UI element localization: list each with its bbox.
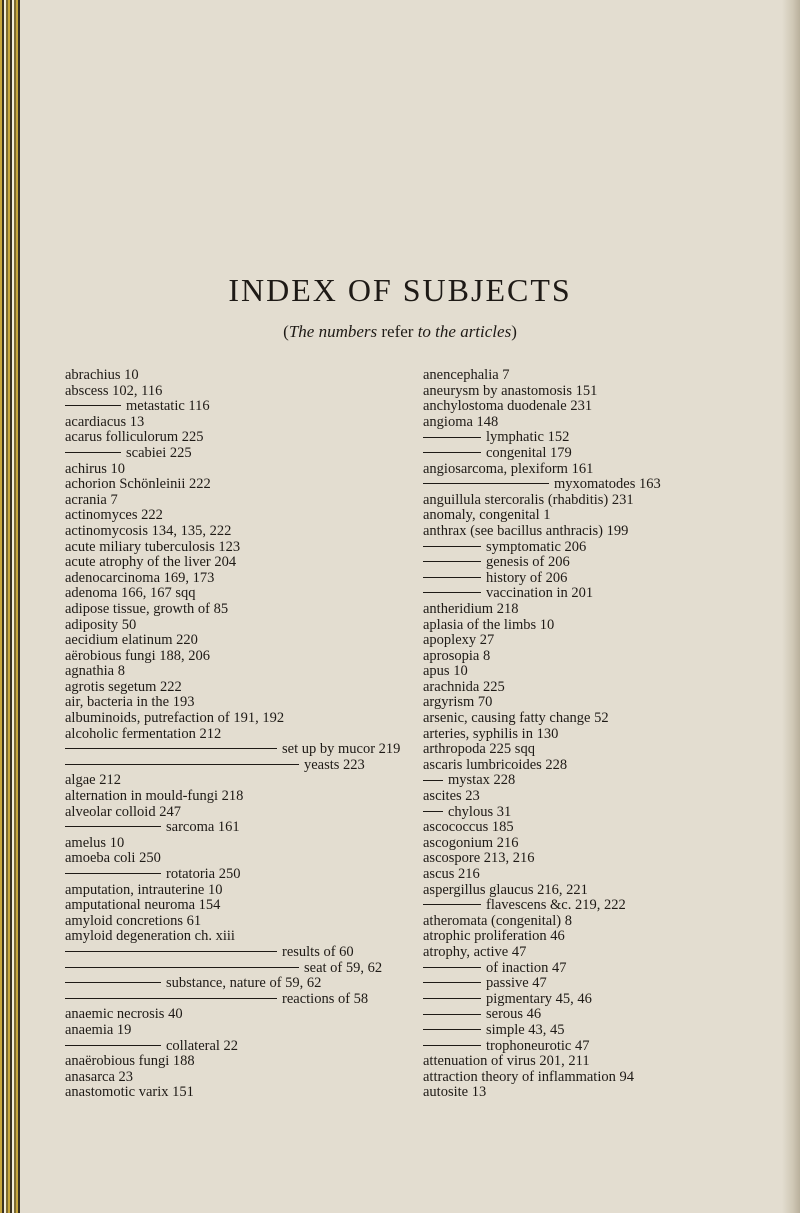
ditto-dash — [423, 811, 443, 812]
subtitle-part-1: The numbers — [288, 322, 382, 341]
book-binding — [0, 0, 20, 1213]
index-entry-text: anasarca 23 — [65, 1068, 134, 1085]
index-entry — [65, 914, 385, 930]
index-entry-text: actinomycosis 134, 135, 222 — [65, 522, 232, 539]
index-entry-text: aneurysm by anastomosis 151 — [423, 382, 598, 399]
index-entry — [65, 758, 385, 774]
index-entry-text: atrophic proliferation 46 — [423, 928, 565, 945]
index-entry-text: aecidium elatinum 220 — [65, 632, 198, 649]
index-entry-text: autosite 13 — [423, 1084, 487, 1101]
index-entry — [65, 867, 385, 883]
index-entry — [423, 742, 793, 758]
ditto-dash — [423, 1029, 481, 1030]
ditto-dash — [423, 904, 481, 905]
index-entry-text: abscess 102, 116 — [65, 382, 163, 399]
index-entry-text: alternation in mould-fungi 218 — [65, 788, 244, 805]
index-entry-text: metastatic 116 — [126, 398, 210, 415]
index-entry-text: acute atrophy of the liver 204 — [65, 554, 237, 571]
ditto-dash — [423, 437, 481, 438]
index-entry-text: set up by mucor 219 — [282, 741, 401, 758]
index-entry-text: history of 206 — [486, 569, 568, 586]
index-entry-text: symptomatic 206 — [486, 538, 587, 555]
index-entry-text: arthropoda 225 sqq — [423, 741, 535, 758]
index-entry — [423, 805, 793, 821]
ditto-dash — [423, 561, 481, 562]
index-entry — [65, 1070, 385, 1086]
index-entry — [65, 851, 385, 867]
index-entry — [423, 1054, 793, 1070]
index-entry-text: acardiacus 13 — [65, 413, 145, 430]
index-entry — [65, 602, 385, 618]
index-entry — [65, 368, 385, 384]
index-entry-text: algae 212 — [65, 772, 121, 789]
index-entry-text: atrophy, active 47 — [423, 943, 527, 960]
index-entry — [423, 914, 793, 930]
index-entry — [65, 508, 385, 524]
index-entry-text: adenocarcinoma 169, 173 — [65, 569, 215, 586]
index-entry-text: yeasts 223 — [304, 756, 365, 773]
index-entry-text: anastomotic varix 151 — [65, 1084, 194, 1101]
ditto-dash — [65, 967, 299, 968]
index-entry — [65, 680, 385, 696]
index-entry-text: anaërobious fungi 188 — [65, 1053, 195, 1070]
index-entry — [65, 1085, 385, 1101]
index-entry-text: anguillula stercoralis (rhabditis) 231 — [423, 491, 634, 508]
index-entry — [423, 618, 793, 634]
index-entry-text: amoeba coli 250 — [65, 850, 161, 867]
index-entry-text: serous 46 — [486, 1006, 542, 1023]
index-entry-text: acarus folliculorum 225 — [65, 429, 204, 446]
index-entry — [65, 477, 385, 493]
index-entry-text: reactions of 58 — [282, 990, 369, 1007]
ditto-dash — [423, 1045, 481, 1046]
index-entry — [423, 415, 793, 431]
ditto-dash — [65, 1045, 161, 1046]
index-entry — [65, 1054, 385, 1070]
index-entry-text: anaemic necrosis 40 — [65, 1006, 183, 1023]
index-entry — [423, 1007, 793, 1023]
index-entry — [423, 711, 793, 727]
index-entry — [423, 695, 793, 711]
index-entry-text: anomaly, congenital 1 — [423, 507, 551, 524]
ditto-dash — [423, 967, 481, 968]
index-entry — [65, 961, 385, 977]
index-entry — [65, 976, 385, 992]
index-entry — [65, 384, 385, 400]
ditto-dash — [423, 982, 481, 983]
index-entry — [423, 430, 793, 446]
index-entry — [423, 1023, 793, 1039]
index-entry — [423, 1085, 793, 1101]
index-entry-text: collateral 22 — [166, 1037, 239, 1054]
index-entry-text: lymphatic 152 — [486, 429, 570, 446]
index-entry — [65, 571, 385, 587]
index-entry-text: congenital 179 — [486, 444, 572, 461]
index-entry-text: abrachius 10 — [65, 367, 139, 383]
index-entry — [423, 867, 793, 883]
ditto-dash — [65, 982, 161, 983]
ditto-dash — [65, 405, 121, 406]
index-entry-text: pigmentary 45, 46 — [486, 990, 592, 1007]
index-entry-text: apus 10 — [423, 663, 468, 680]
index-entry — [423, 649, 793, 665]
subtitle-part-3: to the articles — [413, 322, 512, 341]
index-entry — [423, 664, 793, 680]
ditto-dash — [423, 577, 481, 578]
index-entry — [423, 571, 793, 587]
index-entry — [65, 945, 385, 961]
index-entry — [423, 898, 793, 914]
index-entry-text: adenoma 166, 167 sqq — [65, 585, 196, 602]
index-entry — [65, 1023, 385, 1039]
index-entry-text: simple 43, 45 — [486, 1021, 565, 1038]
index-column-left — [65, 367, 401, 1101]
index-entry-text: anthrax (see bacillus anthracis) 199 — [423, 522, 629, 539]
index-entry — [65, 446, 385, 462]
index-entry — [65, 586, 385, 602]
index-entry — [423, 633, 793, 649]
index-entry — [65, 649, 385, 665]
index-entry-text: arsenic, causing fatty change 52 — [423, 710, 609, 727]
index-entry — [65, 695, 385, 711]
index-entry — [423, 883, 793, 899]
index-entry — [423, 477, 793, 493]
ditto-dash — [423, 1014, 481, 1015]
page-title: INDEX OF SUBJECTS — [228, 272, 572, 308]
index-entry-text: antheridium 218 — [423, 600, 519, 617]
ditto-dash — [423, 998, 481, 999]
index-entry — [65, 1007, 385, 1023]
index-entry-text: seat of 59, 62 — [304, 959, 383, 976]
index-entry — [423, 524, 793, 540]
index-entry-text: anencephalia 7 — [423, 367, 510, 383]
index-entry — [423, 493, 793, 509]
index-entry-text: air, bacteria in the 193 — [65, 694, 195, 711]
index-entry — [423, 586, 793, 602]
index-entry — [65, 633, 385, 649]
index-entry — [65, 1039, 385, 1055]
index-entry-text: ascus 216 — [423, 866, 480, 882]
ditto-dash — [65, 873, 161, 874]
index-entry-text: passive 47 — [486, 975, 547, 992]
index-entry-text: aspergillus glaucus 216, 221 — [423, 881, 588, 898]
index-entry-text: actinomyces 222 — [65, 507, 163, 524]
index-entry-text: adipose tissue, growth of 85 — [65, 600, 229, 617]
index-entry-text: angiosarcoma, plexiform 161 — [423, 460, 594, 477]
index-entry-text: substance, nature of 59, 62 — [166, 975, 322, 992]
index-entry — [65, 836, 385, 852]
index-entry-text: amyloid concretions 61 — [65, 912, 202, 929]
index-entry-text: attenuation of virus 201, 211 — [423, 1053, 590, 1070]
index-entry — [423, 961, 793, 977]
index-entry — [423, 945, 793, 961]
index-entry-text: genesis of 206 — [486, 554, 570, 571]
index-entry — [423, 602, 793, 618]
index-entry — [423, 727, 793, 743]
index-entry-text: alveolar colloid 247 — [65, 803, 181, 820]
index-entry-text: acrania 7 — [65, 491, 118, 508]
index-entry — [423, 976, 793, 992]
index-entry-text: trophoneurotic 47 — [486, 1037, 590, 1054]
index-entry-text: ascaris lumbricoides 228 — [423, 756, 568, 773]
index-entry — [423, 836, 793, 852]
index-entry — [423, 540, 793, 556]
index-entry-text: ascococcus 185 — [423, 819, 514, 836]
index-entry-text: argyrism 70 — [423, 694, 493, 711]
index-entry-text: achorion Schönleinii 222 — [65, 476, 211, 493]
index-entry — [65, 773, 385, 789]
index-entry-text: arteries, syphilis in 130 — [423, 725, 559, 742]
index-entry-text: amputation, intrauterine 10 — [65, 881, 223, 898]
index-entry — [65, 462, 385, 478]
index-entry-text: apoplexy 27 — [423, 632, 495, 649]
index-entry — [65, 992, 385, 1008]
ditto-dash — [65, 826, 161, 827]
index-entry-text: alcoholic fermentation 212 — [65, 725, 222, 742]
ditto-dash — [65, 452, 121, 453]
index-entry-text: myxomatodes 163 — [554, 476, 661, 493]
index-entry — [65, 524, 385, 540]
index-entry — [65, 430, 385, 446]
ditto-dash — [423, 780, 443, 781]
index-entry-text: of inaction 47 — [486, 959, 567, 976]
index-entry-text: angioma 148 — [423, 413, 499, 430]
index-entry — [65, 929, 385, 945]
index-entry — [65, 415, 385, 431]
index-entry — [65, 664, 385, 680]
index-entry — [423, 399, 793, 415]
index-entry — [423, 1070, 793, 1086]
index-entry-text: achirus 10 — [65, 460, 125, 477]
index-entry-text: ascites 23 — [423, 788, 480, 805]
index-entry-text: arachnida 225 — [423, 678, 505, 695]
index-entry-text: atheromata (congenital) 8 — [423, 912, 572, 929]
index-entry — [423, 851, 793, 867]
index-entry — [423, 929, 793, 945]
index-entry — [423, 992, 793, 1008]
index-entry-text: scabiei 225 — [126, 444, 192, 461]
index-entry-text: amelus 10 — [65, 834, 125, 851]
index-entry — [65, 883, 385, 899]
index-entry — [65, 741, 401, 758]
index-entry — [65, 898, 385, 914]
index-entry-text: ascospore 213, 216 — [423, 850, 535, 867]
index-entry-text: aplasia of the limbs 10 — [423, 616, 555, 633]
index-entry-text: adiposity 50 — [65, 616, 137, 633]
index-entry — [423, 368, 793, 384]
index-column-right — [423, 368, 793, 1101]
index-entry — [423, 1039, 793, 1055]
index-entry — [65, 555, 385, 571]
index-entry — [423, 462, 793, 478]
ditto-dash — [65, 748, 277, 749]
index-entry-text: amputational neuroma 154 — [65, 897, 221, 914]
index-entry-text: albuminoids, putrefaction of 191, 192 — [65, 710, 285, 727]
index-entry-text: aërobious fungi 188, 206 — [65, 647, 210, 664]
ditto-dash — [423, 546, 481, 547]
index-entry-text: amyloid degeneration ch. xiii — [65, 928, 235, 945]
index-entry-text: anaemia 19 — [65, 1021, 132, 1038]
index-entry — [423, 820, 793, 836]
ditto-dash — [65, 951, 277, 952]
index-entry-text: rotatoria 250 — [166, 866, 241, 882]
ditto-dash — [65, 764, 299, 765]
index-entry — [65, 540, 385, 556]
ditto-dash — [65, 998, 277, 999]
page-subtitle: (The numbers refer to the articles) — [283, 322, 517, 341]
index-entry-text: sarcoma 161 — [166, 819, 240, 836]
index-entry — [65, 820, 385, 836]
ditto-dash — [423, 452, 481, 453]
index-entry-text: flavescens &c. 219, 222 — [486, 897, 626, 914]
index-entry — [423, 446, 793, 462]
index-entry — [423, 789, 793, 805]
index-entry-text: acute miliary tuberculosis 123 — [65, 538, 241, 555]
index-entry-text: agnathia 8 — [65, 663, 125, 680]
index-entry-text: anchylostoma duodenale 231 — [423, 398, 593, 415]
index-entry-text: results of 60 — [282, 943, 354, 960]
index-entry — [65, 805, 385, 821]
index-entry — [423, 508, 793, 524]
index-entry — [65, 789, 385, 805]
index-entry-text: agrotis segetum 222 — [65, 678, 182, 695]
index-entry — [423, 680, 793, 696]
index-entry — [423, 555, 793, 571]
index-entry — [65, 727, 385, 743]
index-entry-text: vaccination in 201 — [486, 585, 594, 602]
index-entry — [65, 493, 385, 509]
index-entry — [65, 618, 385, 634]
ditto-dash — [423, 592, 481, 593]
index-entry-text: mystax 228 — [448, 772, 516, 789]
index-entry — [423, 384, 793, 400]
index-entry — [65, 711, 385, 727]
index-entry — [423, 773, 793, 789]
index-entry-text: aprosopia 8 — [423, 647, 491, 664]
index-entry — [65, 399, 385, 415]
ditto-dash — [423, 483, 549, 484]
index-entry-text: attraction theory of inflammation 94 — [423, 1068, 634, 1085]
subtitle-part-2: refer — [381, 322, 414, 341]
index-entry-text: chylous 31 — [448, 803, 512, 820]
index-entry-text: ascogonium 216 — [423, 834, 519, 851]
index-entry — [423, 758, 793, 774]
